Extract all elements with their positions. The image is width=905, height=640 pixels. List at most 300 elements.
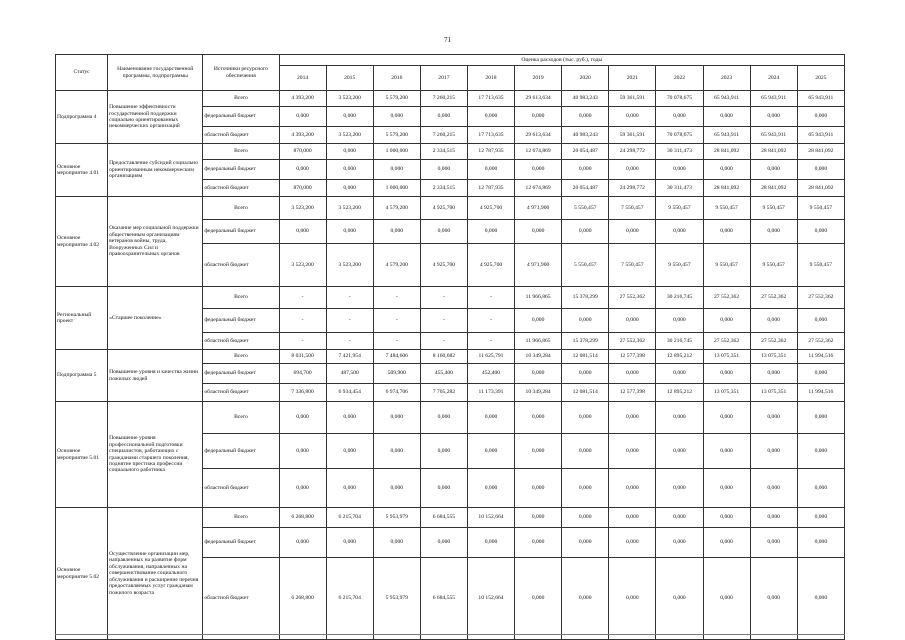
header-estimate: Оценка расходов (тыс. руб.), годы — [279, 55, 844, 66]
value-cell: 0,000 — [703, 160, 750, 180]
value-cell: 0,000 — [515, 528, 562, 558]
value-cell: 5 550,457 — [562, 244, 609, 287]
value-cell: 0,000 — [609, 508, 656, 528]
value-cell: 0,000 — [562, 508, 609, 528]
value-cell: 65 943,911 — [797, 127, 844, 144]
value-cell: 4 925,700 — [467, 197, 514, 220]
value-cell: 30 216,745 — [656, 287, 703, 309]
source-cell: областной бюджет — [203, 384, 279, 402]
value-cell: 40 983,243 — [562, 91, 609, 107]
header-year: 2020 — [562, 66, 609, 91]
value-cell: 24 298,772 — [609, 144, 656, 160]
value-cell: 0,000 — [703, 508, 750, 528]
value-cell: 8 031,500 — [279, 350, 326, 364]
value-cell: 0,000 — [279, 434, 326, 469]
value-cell: 452,400 — [467, 364, 514, 384]
value-cell: 11 994,516 — [797, 350, 844, 364]
value-cell: 0,000 — [515, 107, 562, 127]
value-cell: 28 841,092 — [750, 180, 797, 197]
status-cell: Региональный проект — [56, 287, 108, 350]
value-cell: 0,000 — [326, 107, 373, 127]
value-cell: 0,000 — [797, 558, 844, 640]
value-cell: 0,000 — [373, 402, 420, 434]
value-cell: 0,000 — [750, 434, 797, 469]
value-cell: 40 983,243 — [562, 127, 609, 144]
value-cell: 27 552,362 — [750, 287, 797, 309]
value-cell: 0,000 — [467, 528, 514, 558]
value-cell: 0,000 — [609, 220, 656, 244]
value-cell: 30 311,473 — [656, 144, 703, 160]
value-cell: 65 943,911 — [703, 91, 750, 107]
value-cell: 0,000 — [515, 364, 562, 384]
value-cell: 24 298,772 — [609, 180, 656, 197]
value-cell: 12 577,398 — [609, 350, 656, 364]
value-cell: 0,000 — [373, 160, 420, 180]
value-cell: 12 081,514 — [562, 384, 609, 402]
value-cell: 13 075,351 — [750, 384, 797, 402]
source-cell: областной бюджет — [203, 469, 279, 508]
value-cell: 70 078,675 — [656, 91, 703, 107]
value-cell: 3 523,200 — [279, 244, 326, 287]
value-cell: 4 971,900 — [515, 197, 562, 220]
header-year: 2016 — [373, 66, 420, 91]
value-cell: 0,000 — [656, 402, 703, 434]
value-cell: 0,000 — [515, 558, 562, 640]
value-cell: 13 075,351 — [703, 350, 750, 364]
value-cell: 0,000 — [656, 434, 703, 469]
program-name-cell: Оказание мер социальной поддержки общественным организациям ветеранов войны, труда, Вооруженных Сил и правоохранительных органов — [108, 197, 203, 287]
value-cell: 0,000 — [750, 107, 797, 127]
value-cell: 0,000 — [750, 160, 797, 180]
value-cell: 27 552,362 — [703, 333, 750, 350]
table-row — [56, 402, 845, 434]
value-cell: 0,000 — [515, 160, 562, 180]
value-cell: 65 943,911 — [703, 127, 750, 144]
source-cell: Всего — [203, 287, 279, 309]
value-cell: 0,000 — [703, 220, 750, 244]
value-cell: - — [326, 309, 373, 333]
value-cell: 28 841,092 — [797, 180, 844, 197]
table-row — [56, 350, 845, 364]
page-number: 71 — [444, 36, 451, 44]
value-cell: 5 953,979 — [373, 508, 420, 528]
value-cell: - — [373, 333, 420, 350]
value-cell: 65 943,911 — [750, 91, 797, 107]
value-cell: 0,000 — [467, 107, 514, 127]
value-cell: 0,000 — [656, 469, 703, 508]
value-cell: 4 925,700 — [467, 244, 514, 287]
value-cell: 12 674,869 — [515, 144, 562, 160]
value-cell: 0,000 — [279, 160, 326, 180]
value-cell: 9 550,457 — [797, 244, 844, 287]
value-cell: 13 075,351 — [703, 384, 750, 402]
value-cell: 0,000 — [797, 107, 844, 127]
value-cell: 0,000 — [609, 528, 656, 558]
value-cell: 9 550,457 — [750, 244, 797, 287]
value-cell: - — [279, 333, 326, 350]
value-cell: 7 421,954 — [326, 350, 373, 364]
value-cell: 0,000 — [562, 220, 609, 244]
budget-table — [55, 54, 845, 640]
value-cell: 870,000 — [279, 144, 326, 160]
value-cell: 0,000 — [750, 309, 797, 333]
value-cell: 0,000 — [703, 528, 750, 558]
value-cell: 0,000 — [703, 107, 750, 127]
value-cell: 6 215,704 — [326, 558, 373, 640]
program-name-cell: Повышение уровня и качества жизни пожилых людей — [108, 350, 203, 402]
value-cell: 0,000 — [326, 528, 373, 558]
value-cell: 0,000 — [515, 508, 562, 528]
header-year: 2021 — [609, 66, 656, 91]
value-cell: 0,000 — [609, 309, 656, 333]
value-cell: - — [279, 309, 326, 333]
value-cell: 0,000 — [562, 402, 609, 434]
source-cell: Всего — [203, 350, 279, 364]
source-cell: областной бюджет — [203, 127, 279, 144]
value-cell: 0,000 — [515, 469, 562, 508]
value-cell: 9 550,457 — [703, 197, 750, 220]
value-cell: - — [420, 287, 467, 309]
source-cell: Всего — [203, 197, 279, 220]
value-cell: 4 579,200 — [373, 244, 420, 287]
header-year: 2023 — [703, 66, 750, 91]
header-name: Наименование государственной программы, подпрограммы — [108, 55, 203, 91]
value-cell: 509,900 — [373, 364, 420, 384]
value-cell: 0,000 — [750, 558, 797, 640]
value-cell: 1 000,000 — [373, 144, 420, 160]
value-cell: 0,000 — [797, 434, 844, 469]
value-cell: 7 705,282 — [420, 384, 467, 402]
table-row — [56, 91, 845, 107]
value-cell: 0,000 — [703, 364, 750, 384]
value-cell: 0,000 — [562, 528, 609, 558]
value-cell: 0,000 — [609, 402, 656, 434]
value-cell: 0,000 — [656, 364, 703, 384]
value-cell: 0,000 — [420, 434, 467, 469]
value-cell: 15 378,299 — [562, 287, 609, 309]
value-cell: 5 579,200 — [373, 127, 420, 144]
value-cell: 28 841,092 — [703, 180, 750, 197]
value-cell: 0,000 — [373, 220, 420, 244]
value-cell: 0,000 — [373, 528, 420, 558]
value-cell: 3 523,200 — [326, 197, 373, 220]
value-cell: 11 966,865 — [515, 333, 562, 350]
value-cell: 0,000 — [326, 220, 373, 244]
value-cell: 5 953,979 — [373, 558, 420, 640]
value-cell: 5 550,457 — [562, 197, 609, 220]
header-source: Источники ресурсного обеспечения — [203, 55, 279, 91]
value-cell: 0,000 — [515, 220, 562, 244]
value-cell: 0,000 — [750, 469, 797, 508]
value-cell: 0,000 — [703, 434, 750, 469]
value-cell: 0,000 — [279, 402, 326, 434]
value-cell: 0,000 — [609, 469, 656, 508]
value-cell: 17 713,635 — [467, 127, 514, 144]
status-cell: Основное мероприятие 4.01 — [56, 144, 108, 197]
value-cell: 12 895,212 — [656, 350, 703, 364]
status-cell: Подпрограмма 4 — [56, 91, 108, 144]
value-cell: 0,000 — [609, 364, 656, 384]
value-cell: 6 684,555 — [420, 508, 467, 528]
value-cell: 7 484,606 — [373, 350, 420, 364]
value-cell: 59 361,591 — [609, 91, 656, 107]
value-cell: 0,000 — [420, 402, 467, 434]
program-name-cell: «Старшее поколение» — [108, 287, 203, 350]
value-cell: 0,000 — [467, 469, 514, 508]
value-cell: 29 613,634 — [515, 91, 562, 107]
value-cell: 9 550,457 — [703, 244, 750, 287]
value-cell: 0,000 — [279, 107, 326, 127]
value-cell: 0,000 — [562, 309, 609, 333]
value-cell: 8 160,682 — [420, 350, 467, 364]
value-cell: 11 625,791 — [467, 350, 514, 364]
value-cell: 12 787,935 — [467, 180, 514, 197]
value-cell: 0,000 — [373, 434, 420, 469]
value-cell: 7 260,215 — [420, 127, 467, 144]
status-cell: Основное мероприятие 5.02 — [56, 508, 108, 640]
value-cell: 0,000 — [656, 508, 703, 528]
value-cell: 0,000 — [420, 107, 467, 127]
table-body — [56, 91, 845, 640]
value-cell: 0,000 — [656, 220, 703, 244]
source-cell: федеральный бюджет — [203, 434, 279, 469]
value-cell: 0,000 — [656, 558, 703, 640]
header-year: 2022 — [656, 66, 703, 91]
value-cell: 0,000 — [562, 160, 609, 180]
value-cell: 0,000 — [467, 402, 514, 434]
source-cell: областной бюджет — [203, 180, 279, 197]
value-cell: 10 349,284 — [515, 350, 562, 364]
source-cell: федеральный бюджет — [203, 107, 279, 127]
value-cell: 11 966,865 — [515, 287, 562, 309]
value-cell: 28 841,092 — [750, 144, 797, 160]
value-cell: 0,000 — [797, 508, 844, 528]
value-cell: - — [467, 309, 514, 333]
value-cell: - — [326, 287, 373, 309]
value-cell: 0,000 — [373, 469, 420, 508]
value-cell: 12 577,398 — [609, 384, 656, 402]
value-cell: 12 081,514 — [562, 350, 609, 364]
value-cell: 0,000 — [420, 220, 467, 244]
value-cell: - — [373, 287, 420, 309]
value-cell: 20 054,487 — [562, 180, 609, 197]
table-row — [56, 287, 845, 309]
value-cell: 4 393,200 — [279, 127, 326, 144]
source-cell: Всего — [203, 144, 279, 160]
value-cell: 3 523,200 — [326, 127, 373, 144]
value-cell: 0,000 — [609, 107, 656, 127]
value-cell: 0,000 — [703, 309, 750, 333]
page-bottom-divider — [55, 634, 845, 635]
value-cell: 0,000 — [656, 528, 703, 558]
value-cell: 7 550,457 — [609, 197, 656, 220]
value-cell: 0,000 — [515, 434, 562, 469]
value-cell: 6 268,800 — [279, 558, 326, 640]
status-cell: Основное мероприятие 5.01 — [56, 402, 108, 508]
source-cell: федеральный бюджет — [203, 220, 279, 244]
value-cell: 0,000 — [562, 469, 609, 508]
source-cell: Всего — [203, 508, 279, 528]
value-cell: 11 173,391 — [467, 384, 514, 402]
value-cell: - — [420, 333, 467, 350]
value-cell: 4 925,700 — [420, 244, 467, 287]
value-cell: 0,000 — [609, 434, 656, 469]
value-cell: 3 523,200 — [326, 244, 373, 287]
value-cell: 0,000 — [326, 180, 373, 197]
value-cell: 0,000 — [326, 402, 373, 434]
value-cell: 0,000 — [326, 434, 373, 469]
value-cell: 0,000 — [467, 220, 514, 244]
value-cell: 9 550,457 — [797, 197, 844, 220]
value-cell: 3 523,200 — [326, 91, 373, 107]
value-cell: 70 078,675 — [656, 127, 703, 144]
source-cell: федеральный бюджет — [203, 309, 279, 333]
value-cell: 15 378,299 — [562, 333, 609, 350]
value-cell: 4 971,900 — [515, 244, 562, 287]
value-cell: 0,000 — [750, 364, 797, 384]
value-cell: 0,000 — [609, 558, 656, 640]
value-cell: 0,000 — [420, 528, 467, 558]
value-cell: 4 393,200 — [279, 91, 326, 107]
value-cell: 455,400 — [420, 364, 467, 384]
value-cell: 30 311,473 — [656, 180, 703, 197]
value-cell: 65 943,911 — [750, 127, 797, 144]
value-cell: - — [373, 309, 420, 333]
source-cell: областной бюджет — [203, 558, 279, 640]
value-cell: 0,000 — [467, 160, 514, 180]
program-name-cell: Предоставление субсидий социально ориентированным некоммерческим организациям — [108, 144, 203, 197]
value-cell: - — [467, 287, 514, 309]
header-year: 2024 — [750, 66, 797, 91]
value-cell: 0,000 — [373, 107, 420, 127]
header-year: 2015 — [326, 66, 373, 91]
value-cell: 0,000 — [279, 528, 326, 558]
value-cell: - — [420, 309, 467, 333]
header-year: 2018 — [467, 66, 514, 91]
value-cell: 0,000 — [797, 160, 844, 180]
value-cell: 0,000 — [750, 528, 797, 558]
value-cell: 0,000 — [656, 160, 703, 180]
value-cell: 0,000 — [703, 469, 750, 508]
value-cell: 65 943,911 — [797, 91, 844, 107]
value-cell: 0,000 — [562, 107, 609, 127]
value-cell: 0,000 — [326, 144, 373, 160]
value-cell: 0,000 — [562, 434, 609, 469]
value-cell: 27 552,362 — [797, 333, 844, 350]
value-cell: 9 550,457 — [656, 197, 703, 220]
value-cell: 6 934,454 — [326, 384, 373, 402]
value-cell: 6 684,555 — [420, 558, 467, 640]
value-cell: 7 336,800 — [279, 384, 326, 402]
value-cell: 27 552,362 — [609, 333, 656, 350]
value-cell: 12 895,212 — [656, 384, 703, 402]
value-cell: 0,000 — [515, 309, 562, 333]
value-cell: 7 260,215 — [420, 91, 467, 107]
value-cell: 20 054,487 — [562, 144, 609, 160]
value-cell: 6 974,706 — [373, 384, 420, 402]
value-cell: 2 334,515 — [420, 180, 467, 197]
value-cell: 7 550,457 — [609, 244, 656, 287]
value-cell: 0,000 — [750, 508, 797, 528]
value-cell: 27 552,362 — [797, 287, 844, 309]
source-cell: областной бюджет — [203, 333, 279, 350]
value-cell: 27 552,362 — [750, 333, 797, 350]
header-year: 2014 — [279, 66, 326, 91]
status-cell: Основное мероприятие 4.02 — [56, 197, 108, 287]
value-cell: 0,000 — [797, 309, 844, 333]
value-cell: 0,000 — [703, 558, 750, 640]
value-cell: 0,000 — [750, 402, 797, 434]
value-cell: 0,000 — [656, 107, 703, 127]
source-cell: федеральный бюджет — [203, 528, 279, 558]
value-cell: 9 550,457 — [656, 244, 703, 287]
value-cell: 0,000 — [750, 220, 797, 244]
value-cell: 0,000 — [656, 309, 703, 333]
source-cell: Всего — [203, 91, 279, 107]
value-cell: 4 925,700 — [420, 197, 467, 220]
table-row — [56, 508, 845, 528]
value-cell: 13 075,351 — [750, 350, 797, 364]
value-cell: - — [326, 333, 373, 350]
value-cell: 30 216,745 — [656, 333, 703, 350]
value-cell: 0,000 — [467, 434, 514, 469]
header-year: 2025 — [797, 66, 844, 91]
value-cell: 27 552,362 — [703, 287, 750, 309]
value-cell: 6 215,704 — [326, 508, 373, 528]
source-cell: областной бюджет — [203, 244, 279, 287]
value-cell: - — [467, 333, 514, 350]
table-row — [56, 144, 845, 160]
value-cell: 10 349,284 — [515, 384, 562, 402]
program-name-cell: Повышение эффективности государственной поддержки социально ориентированных некоммерческих организаций — [108, 91, 203, 144]
value-cell: 59 361,591 — [609, 127, 656, 144]
value-cell: 3 523,200 — [279, 197, 326, 220]
value-cell: 4 579,200 — [373, 197, 420, 220]
value-cell: 0,000 — [562, 364, 609, 384]
value-cell: 10 152,664 — [467, 558, 514, 640]
source-cell: Всего — [203, 402, 279, 434]
value-cell: 28 841,092 — [797, 144, 844, 160]
value-cell: 1 000,000 — [373, 180, 420, 197]
value-cell: 12 674,869 — [515, 180, 562, 197]
value-cell: 0,000 — [562, 558, 609, 640]
value-cell: 6 268,800 — [279, 508, 326, 528]
value-cell: - — [279, 287, 326, 309]
value-cell: 0,000 — [797, 364, 844, 384]
value-cell: 10 152,664 — [467, 508, 514, 528]
value-cell: 17 713,635 — [467, 91, 514, 107]
value-cell: 0,000 — [279, 469, 326, 508]
value-cell: 0,000 — [609, 160, 656, 180]
value-cell: 0,000 — [797, 528, 844, 558]
value-cell: 29 613,634 — [515, 127, 562, 144]
value-cell: 0,000 — [703, 402, 750, 434]
value-cell: 487,500 — [326, 364, 373, 384]
program-name-cell: Повышение уровня профессиональной подготовки специалистов, работающих с гражданами старшего поколения, поднятие престижа профессии социального работника — [108, 402, 203, 508]
value-cell: 12 787,935 — [467, 144, 514, 160]
header-year: 2019 — [515, 66, 562, 91]
value-cell: 0,000 — [515, 402, 562, 434]
value-cell: 5 579,200 — [373, 91, 420, 107]
source-cell: федеральный бюджет — [203, 364, 279, 384]
value-cell: 0,000 — [797, 469, 844, 508]
value-cell: 0,000 — [279, 220, 326, 244]
value-cell: 0,000 — [797, 220, 844, 244]
value-cell: 2 334,515 — [420, 144, 467, 160]
value-cell: 0,000 — [326, 160, 373, 180]
value-cell: 0,000 — [797, 402, 844, 434]
header-status: Статус — [56, 55, 108, 91]
